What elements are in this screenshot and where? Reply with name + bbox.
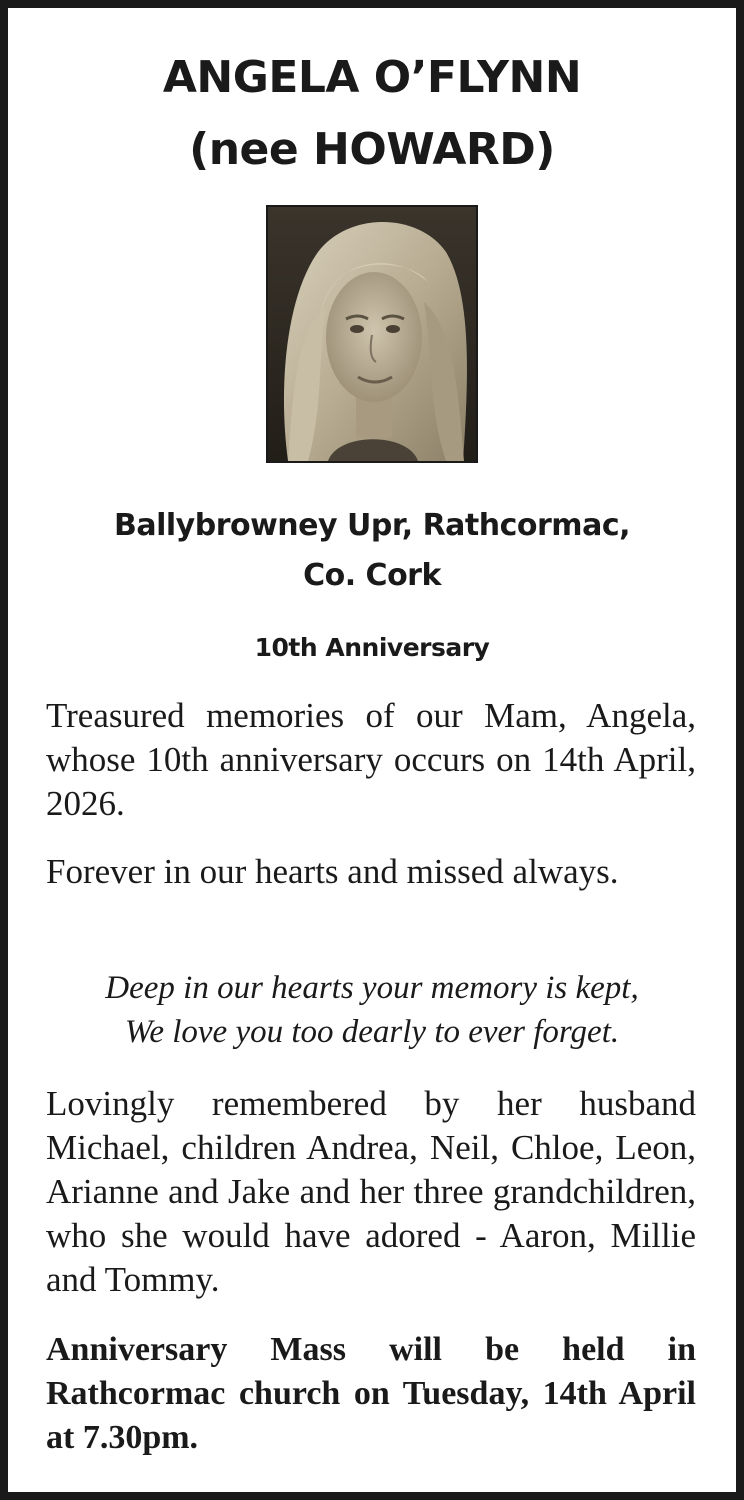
forever-paragraph: Forever in our hearts and missed always.	[46, 852, 619, 891]
mass-paragraph: Anniversary Mass will be held in Rathcormac church on Tuesday, 14th April at 7.30pm.	[46, 1331, 696, 1456]
deceased-name: ANGELA O’FLYNN	[162, 52, 582, 103]
address-line: Ballybrowney Upr, Rathcormac,	[113, 508, 630, 543]
anniversary-heading: 10th Anniversary	[254, 633, 490, 662]
verse-line-2: We love you too dearly to ever forget.	[124, 1014, 620, 1050]
verse-line-1: Deep in our hearts your memory is kept,	[105, 970, 639, 1006]
memory-paragraph: Treasured memories of our Mam, Angela, whose 10th anniversary occurs on 14th April, 2026.	[46, 696, 696, 823]
maiden-name: (nee HOWARD)	[189, 124, 555, 175]
family-paragraph: Lovingly remembered by her husband Michael, children Andrea, Neil, Chloe, Leon, Arianne and Jake and her three grandchildren, who she would have adored - Aaron, Millie and Tommy.	[46, 1084, 696, 1299]
address-county: Co. Cork	[303, 558, 441, 593]
portrait-photo	[266, 205, 478, 463]
